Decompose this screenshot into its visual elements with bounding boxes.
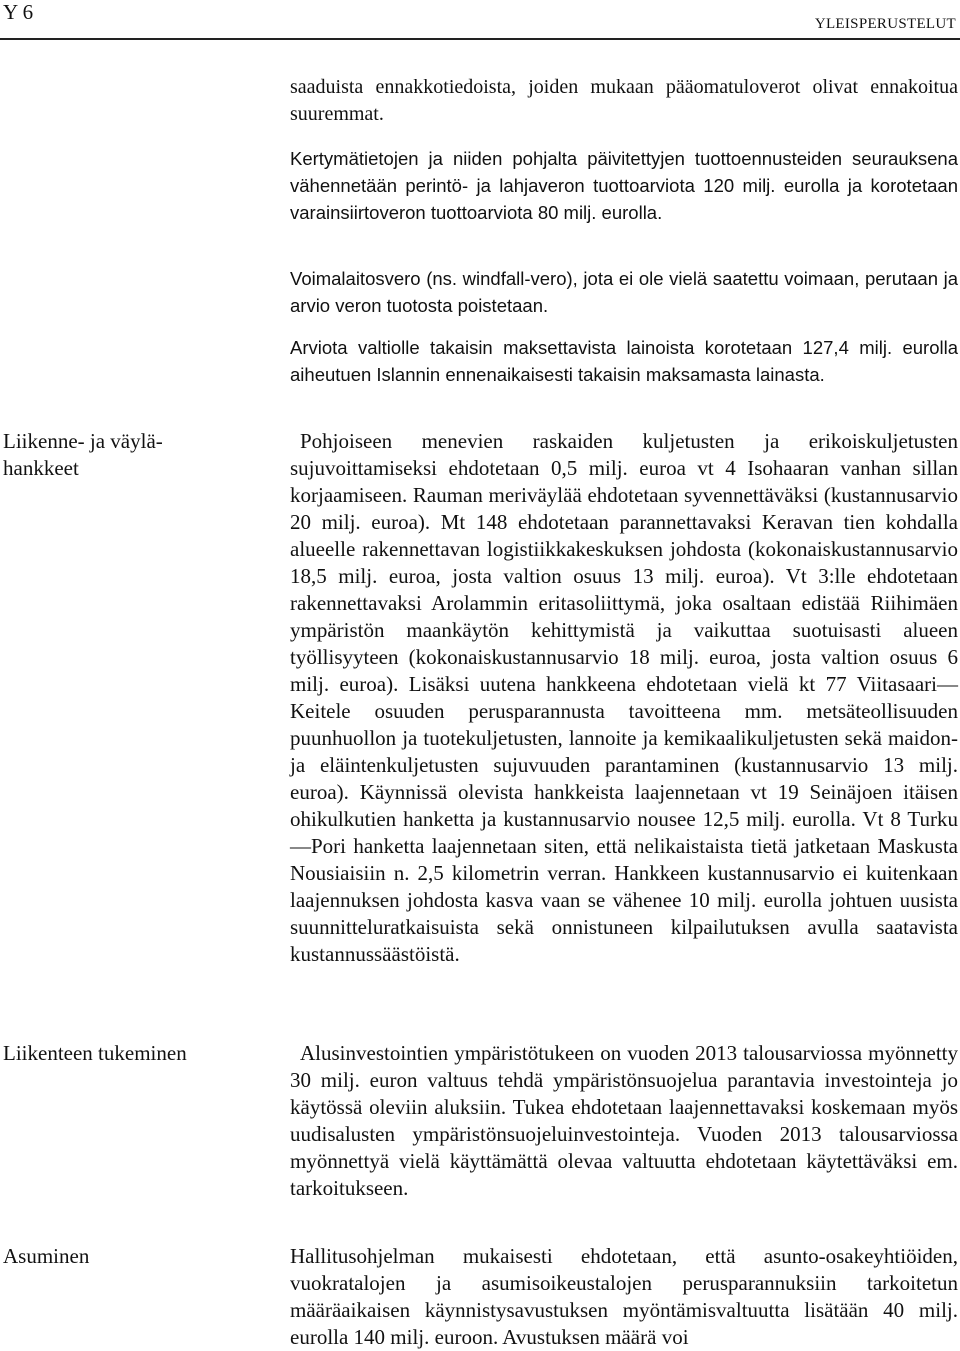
paragraph-liikennehankkeet: Pohjoiseen menevien raskaiden kuljetusten ja erikoiskuljetusten sujuvoittamiseksi ehdotetaan 0,5 milj. euroa vt 4 Isohaaran vanhan sillan korjaamiseen. Rauman meriväylää ehdotetaan syvennettäväksi (kustannusarvio 20 milj. euroa). Mt 148 ehdotetaan parannettavaksi Keravan tien kohdalla alueelle rakennettavan logistiikkakeskuksen johdosta (kokonaiskustannusarvio 18,5 milj. euroa, josta valtion osuus 13 milj. euroa). Vt 3:lle ehdotetaan rakennettavaksi Arolammin eritasoliittymä, joka osaltaan edistää Riihimäen ympäristön maankäytön kehittymistä ja vaikuttaa suotuisasti alueen työllisyyteen (kokonaiskustannusarvio 18 milj. euroa, josta valtion osuus 6 milj. euroa). Lisäksi uutena hankkeena ehdotetaan vielä kt 77 Viitasaari—Keitele osuuden perusparannusta tavoitteena mm. metsäteollisuuden puunhuollon ja tuotekuljetusten, lannoite ja kemikaalikuljetusten sekä maidon- ja eläintenkuljetusten sujuvuuden parantaminen (kustannusarvio 13 milj. euroa). Käynnissä olevista hankkeista laajennetaan vt 19 Seinäjoen itäisen ohikulkutien hanketta ja kustannusarvio nousee 12,5 milj. eurolla. Vt 8 Turku—Pori hanketta laajennetaan siten, että nelikaistaista tietä jatketaan Maskusta Nousiaisiin n. 2,5 kilometrin verran. Hankkeen kustannusarvio ei kuitenkaan laajennuksen johdosta kasva vaan se vähenee 10 milj. eurolla johtuen uusista suunnitteluratkaisuista sekä onnistuneen kilpailutuksen avulla saatavista kustannussäästöistä.: [290, 429, 958, 966]
side-label-asuminen: Asuminen: [3, 1244, 90, 1268]
paragraph-asuminen: Hallitusohjelman mukaisesti ehdotetaan, että asunto-osakeyhtiöiden, vuokratalojen ja asumisoikeustalojen perusparannuksiin tarkoitetun määräaikaisen käynnistysavustuksen myöntämisvaltuutta lisätään 40 milj. eurolla 140 milj. euroon. Avustuksen määrä voi: [290, 1244, 958, 1349]
section-title: YLEISPERUSTELUT: [814, 16, 956, 32]
paragraph-perintovero: Kertymätietojen ja niiden pohjalta päivitettyjen tuottoennusteiden seurauksena vähennetään perintö- ja lahjaveron tuottoarviota 120 milj. eurolla ja korotetaan varainsiirtoveron tuottoarviota 80 milj. eurolla.: [290, 148, 958, 223]
paragraph-lainat: Arviota valtiolle takaisin maksettavista lainoista korotetaan 127,4 milj. eurolla aiheutuen Islannin ennenaikaisesti takaisin maksamasta lainasta.: [290, 337, 958, 385]
paragraph-ymparistotuki: Alusinvestointien ympäristötukeen on vuoden 2013 talousarviossa myönnetty 30 milj. euron valtuus tehdä ympäristönsuojelua parantavia investointeja jo käytössä oleviin aluksiin. Tukea ehdotetaan laajennettavaksi koskemaan myös uudisalusten ympäristönsuojeluinvestointeja. Vuoden 2013 talousarviossa myönnettyä vielä käyttämättä olevaa valtuutta ehdotetaan käytettäväksi em. tarkoitukseen.: [290, 1041, 958, 1200]
side-label-liikenteen-tukeminen: Liikenteen tukeminen: [3, 1041, 187, 1065]
header-rule: [0, 38, 960, 40]
side-label-liikenne-hankkeet: Liikenne- ja väylä- hankkeet: [3, 429, 163, 480]
page-number: Y 6: [3, 0, 34, 24]
paragraph-paaomatuloverot: saaduista ennakkotiedoista, joiden mukaan pääomatuloverot olivat ennakoitua suuremmat.: [290, 76, 958, 125]
paragraph-voimalaitosvero: Voimalaitosvero (ns. windfall-vero), jota ei ole vielä saatettu voimaan, perutaan ja arvio veron tuotosta poistetaan.: [290, 268, 958, 316]
